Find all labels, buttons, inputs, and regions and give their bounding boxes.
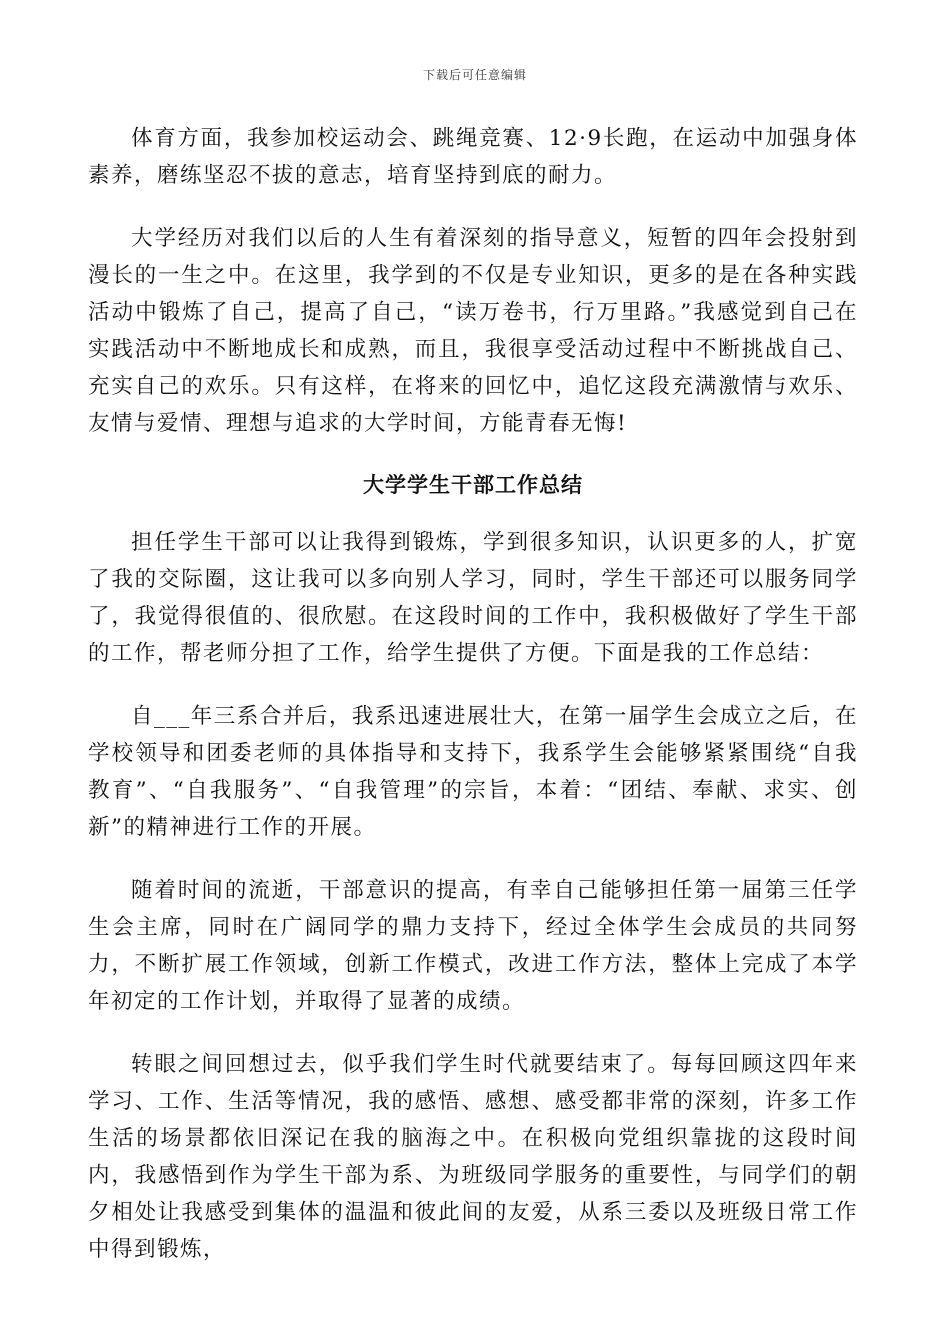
section-title: 大学学生干部工作总结: [363, 472, 583, 497]
header-note: 下载后可任意编辑: [422, 68, 527, 82]
paragraph-department-merger: 自___年三系合并后，我系迅速进展壮大，在第一届学生会成立之后，在学校领导和团委老师的具体指导和支持下，我系学生会能够紧紧围绕“自我教育”、“自我服务”、“自我管理”的宗旨，本着：“团结、奉献、求实、创新”的精神进行工作的开展。: [88, 704, 858, 840]
paragraph-student-union-chair: 随着时间的流逝，干部意识的提高，有幸自己能够担任第一届第三任学生会主席，同时在广阔同学的鼎力支持下，经过全体学生会成员的共同努力，不断扩展工作领域，创新工作模式，改进工作方法，整体上完成了本学年初定的工作计划，并取得了显著的成绩。: [88, 878, 858, 1014]
paragraph-sports: 体育方面，我参加校运动会、跳绳竞赛、12·9长跑，在运动中加强身体素养，磨练坚忍不拔的意志，培育坚持到底的耐力。: [88, 126, 858, 188]
paragraph-reflection: 转眼之间回想过去，似乎我们学生时代就要结束了。每每回顾这四年来学习、工作、生活等情况，我的感悟、感想、感受都非常的深刻，许多工作生活的场景都依旧深记在我的脑海之中。在积极向党组织靠拢的这段时间内，我感悟到作为学生干部为系、为班级同学服务的重要性，与同学们的朝夕相处让我感受到集体的温温和彼此间的友爱，从系三委以及班级日常工作中得到锻炼，: [88, 1052, 858, 1262]
document-body: [88, 120, 858, 1294]
paragraph-cadre-benefits: 担任学生干部可以让我得到锻炼，学到很多知识，认识更多的人，扩宽了我的交际圈，这让我可以多向别人学习，同时，学生干部还可以服务同学了，我觉得很值的、很欣慰。在这段时间的工作中，我积极做好了学生干部的工作，帮老师分担了工作，给学生提供了方便。下面是我的工作总结：: [88, 530, 858, 666]
paragraph-university-experience: 大学经历对我们以后的人生有着深刻的指导意义，短暂的四年会投射到漫长的一生之中。在这里，我学到的不仅是专业知识，更多的是在各种实践活动中锻炼了自己，提高了自己，“读万卷书，行万里路。”我感觉到自己在实践活动中不断地成长和成熟，而且，我很享受活动过程中不断挑战自己、充实自己的欢乐。只有这样，在将来的回忆中，追忆这段充满激情与欢乐、友情与爱情、理想与追求的大学时间，方能青春无悔!: [88, 226, 858, 436]
